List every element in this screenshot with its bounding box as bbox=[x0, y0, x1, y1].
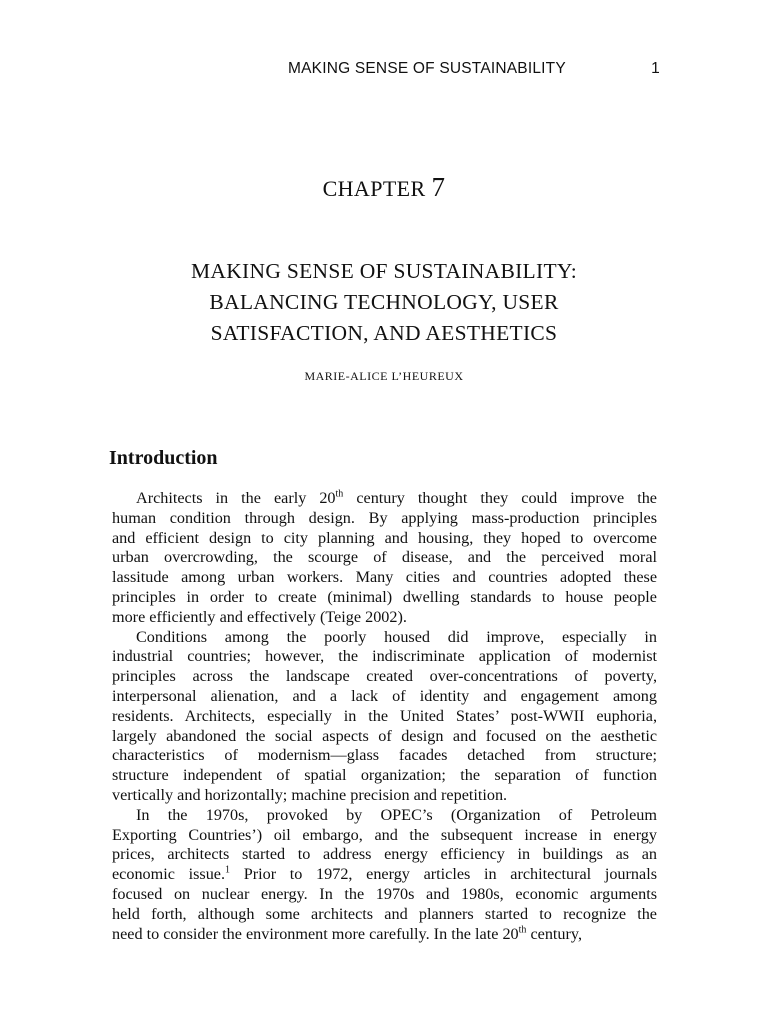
chapter-title-line: SATISFACTION, AND AESTHETICS bbox=[210, 321, 558, 345]
text-run: industrial countries; however, the indiscriminate application of modernist bbox=[112, 647, 657, 666]
author-name: MARIE-ALICE L’HEUREUX bbox=[304, 369, 464, 383]
text-run: urban overcrowding, the scourge of disease, and the perceived moral bbox=[112, 548, 657, 567]
text-line bbox=[112, 746, 657, 766]
text-line bbox=[112, 608, 657, 628]
text-line bbox=[112, 529, 657, 549]
text-line bbox=[112, 509, 657, 529]
superscript: 1 bbox=[225, 864, 231, 876]
text-line bbox=[112, 925, 657, 945]
paragraph bbox=[112, 806, 657, 945]
paragraph bbox=[112, 628, 657, 806]
text-line bbox=[112, 568, 657, 588]
text-line bbox=[112, 548, 657, 568]
page-number: 1 bbox=[651, 60, 660, 77]
text-run: vertically and horizontally; machine precision and repetition. bbox=[112, 785, 508, 804]
text-run: human condition through design. By applying mass-production principles bbox=[112, 508, 657, 527]
text-run: century, bbox=[526, 924, 583, 943]
text-line bbox=[112, 489, 657, 509]
text-line bbox=[112, 826, 657, 846]
section-heading: Introduction bbox=[109, 447, 218, 469]
text-run: lassitude among urban workers. Many cities and countries adopted these bbox=[112, 568, 657, 587]
body-text bbox=[112, 489, 657, 944]
text-line bbox=[112, 727, 657, 747]
chapter-number: 7 bbox=[431, 172, 446, 202]
text-run: held forth, although some architects and planners started to recognize the bbox=[112, 904, 657, 923]
text-line bbox=[112, 845, 657, 865]
text-run: largely abandoned the social aspects of design and focused on the aesthetic bbox=[112, 726, 657, 745]
text-line bbox=[112, 766, 657, 786]
text-line bbox=[112, 687, 657, 707]
text-run: prices, architects started to address energy efficiency in buildings as an bbox=[112, 845, 657, 864]
text-run: In the 1970s, provoked by OPEC’s (Organization of Petroleum bbox=[136, 805, 657, 824]
text-run: Exporting Countries’) oil embargo, and the subsequent increase in energy bbox=[112, 825, 657, 844]
text-line bbox=[112, 865, 657, 885]
text-line bbox=[112, 786, 657, 806]
text-line bbox=[112, 905, 657, 925]
text-line bbox=[112, 628, 657, 648]
paragraph bbox=[112, 489, 657, 628]
text-line bbox=[112, 885, 657, 905]
superscript: th bbox=[335, 488, 344, 500]
text-run: economic issue. bbox=[112, 865, 226, 884]
text-run: principles in order to create (minimal) dwelling standards to house people bbox=[112, 587, 657, 606]
text-run: Conditions among the poorly housed did improve, especially in bbox=[136, 627, 657, 646]
chapter-title-line: BALANCING TECHNOLOGY, USER bbox=[209, 290, 559, 314]
text-run: interpersonal alienation, and a lack of identity and engagement among bbox=[112, 686, 657, 705]
text-run: characteristics of modernism—glass facades detached from structure; bbox=[112, 746, 657, 765]
text-line bbox=[112, 588, 657, 608]
text-line bbox=[112, 806, 657, 826]
running-head-title: MAKING SENSE OF SUSTAINABILITY bbox=[288, 60, 566, 77]
chapter-word: CHAPTER bbox=[322, 176, 426, 201]
text-run: residents. Architects, especially in the United States’ post-WWII euphoria, bbox=[112, 706, 657, 725]
text-run: structure independent of spatial organization; the separation of function bbox=[112, 766, 657, 785]
text-line bbox=[112, 647, 657, 667]
text-line bbox=[112, 667, 657, 687]
text-run: and efficient design to city planning and housing, they hoped to overcome bbox=[112, 528, 657, 547]
superscript: th bbox=[518, 924, 527, 936]
text-run: focused on nuclear energy. In the 1970s and 1980s, economic arguments bbox=[112, 884, 657, 903]
text-run: Prior to 1972, energy articles in architectural journals bbox=[230, 865, 657, 884]
text-run: more efficiently and effectively (Teige 2002). bbox=[112, 607, 407, 626]
text-line bbox=[112, 707, 657, 727]
chapter-title-line: MAKING SENSE OF SUSTAINABILITY: bbox=[190, 259, 578, 283]
chapter-title bbox=[0, 256, 768, 349]
chapter-label bbox=[0, 172, 768, 203]
text-run: century thought they could improve the bbox=[343, 489, 657, 507]
text-run: need to consider the environment more carefully. In the late 20 bbox=[112, 924, 519, 943]
text-run: principles across the landscape created over-concentrations of poverty, bbox=[112, 667, 657, 686]
text-run: Architects in the early 20 bbox=[136, 489, 336, 507]
